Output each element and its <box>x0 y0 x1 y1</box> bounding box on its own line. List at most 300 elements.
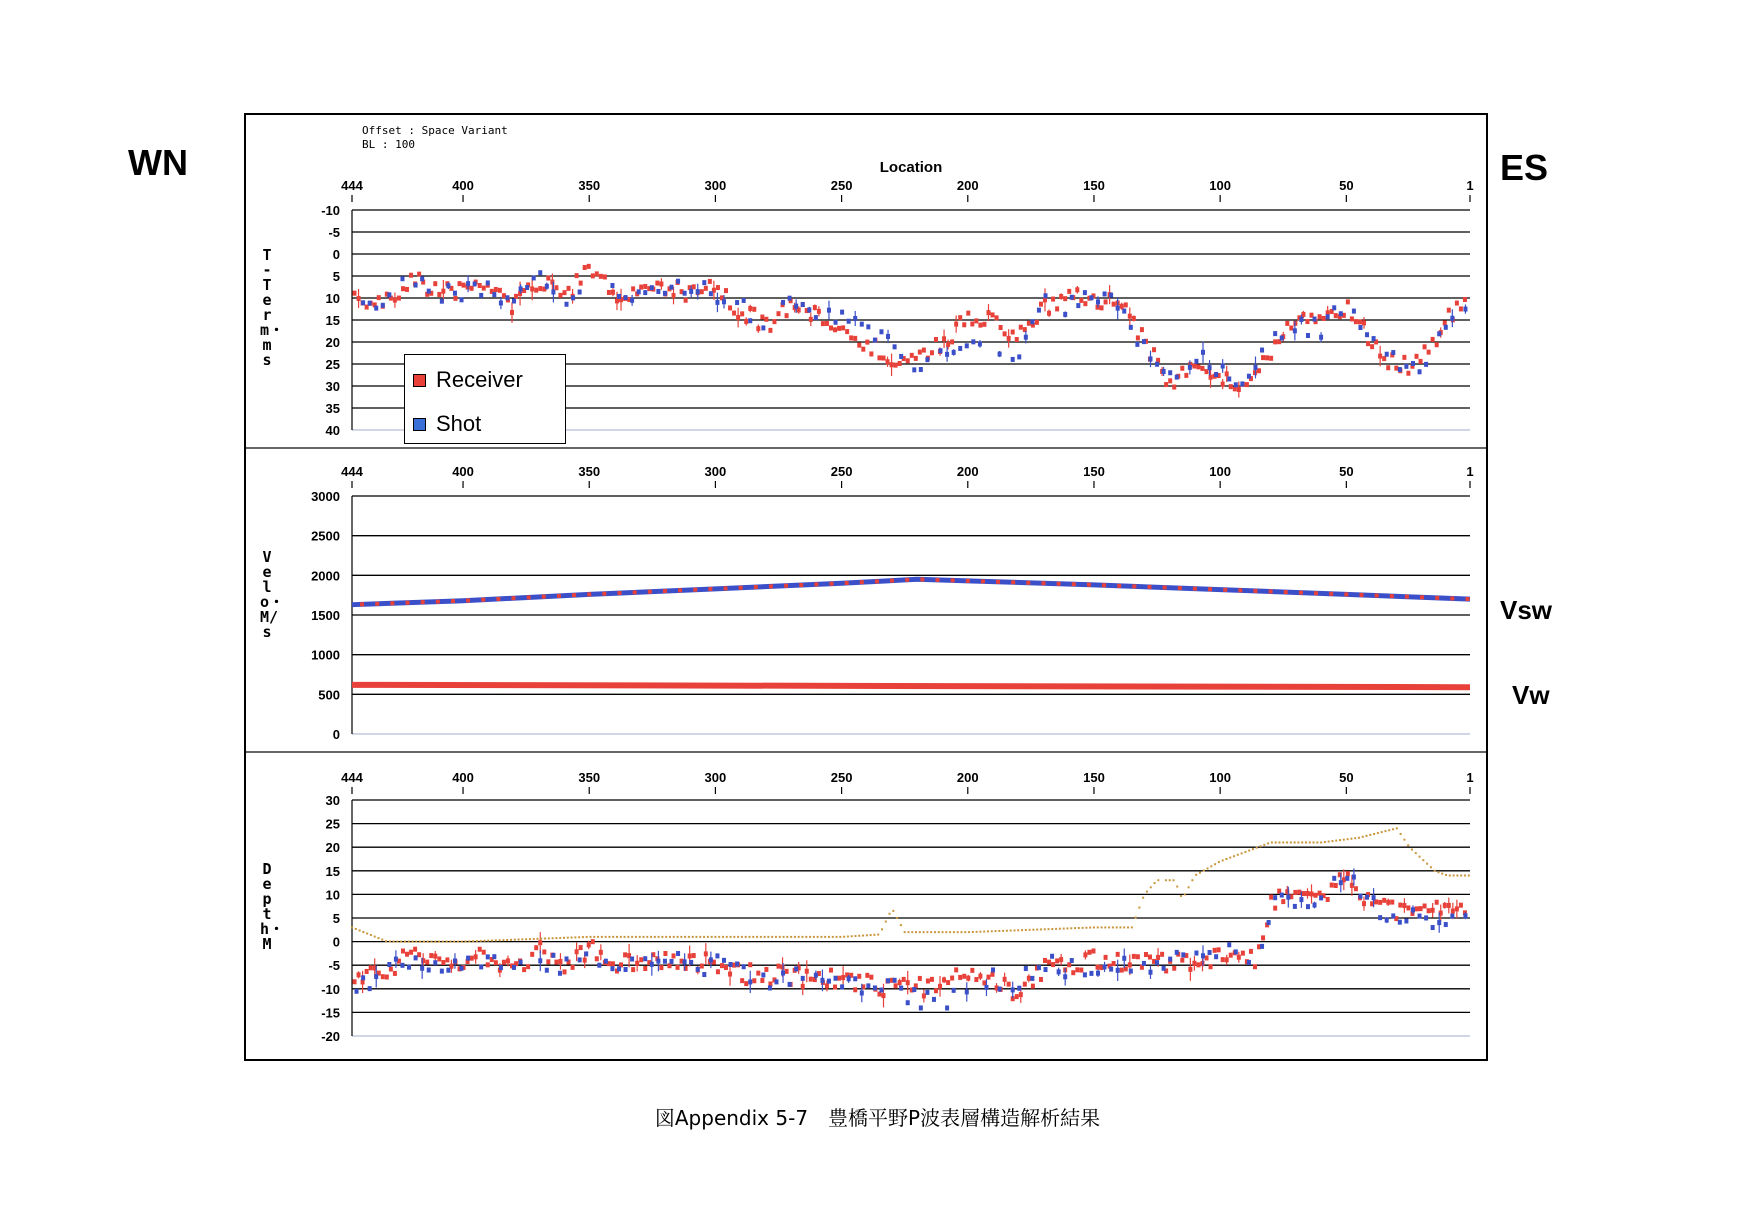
surface-point <box>1381 831 1383 833</box>
receiver-point <box>1015 337 1019 342</box>
receiver-point <box>1297 890 1301 895</box>
receiver-point <box>752 978 756 983</box>
receiver-point <box>1128 962 1132 967</box>
shot-point <box>1234 949 1238 954</box>
vsw-point <box>1450 596 1454 600</box>
receiver-point <box>1209 964 1213 969</box>
shot-point <box>1385 352 1389 357</box>
surface-point <box>1218 861 1220 863</box>
shot-point <box>1201 350 1205 355</box>
receiver-point <box>635 961 639 966</box>
shot-point <box>925 357 929 362</box>
shot-point <box>1352 309 1356 314</box>
surface-point <box>1214 863 1216 865</box>
receiver-point <box>591 939 595 944</box>
receiver-point <box>397 296 401 301</box>
receiver-point <box>986 975 990 980</box>
vsw-point <box>1329 592 1333 596</box>
receiver-point <box>974 977 978 982</box>
x-tick-1-1: 400 <box>452 178 474 193</box>
vsw-point <box>1405 595 1409 599</box>
shot-point <box>1286 895 1290 900</box>
shot-point <box>578 290 582 295</box>
surface-point <box>775 936 777 938</box>
receiver-point <box>672 953 676 958</box>
surface-point <box>1460 875 1462 877</box>
shot-point <box>735 300 739 305</box>
surface-point <box>658 936 660 938</box>
vsw-point <box>1344 592 1348 596</box>
receiver-point <box>748 306 752 311</box>
receiver-point <box>478 947 482 952</box>
receiver-point <box>1035 320 1039 325</box>
vsw-point <box>1208 587 1212 591</box>
receiver-point <box>764 967 768 972</box>
receiver-point <box>942 977 946 982</box>
surface-point <box>1169 879 1171 881</box>
receiver-point <box>894 363 898 368</box>
receiver-point <box>760 978 764 983</box>
receiver-point <box>599 274 603 279</box>
vsw-point <box>1041 581 1045 585</box>
receiver-point <box>684 298 688 303</box>
receiver-point <box>1431 908 1435 913</box>
surface-point <box>870 934 872 936</box>
receiver-point <box>1196 962 1200 967</box>
shot-point <box>1299 317 1303 322</box>
shot-point <box>820 978 824 983</box>
receiver-point <box>1273 339 1277 344</box>
surface-point <box>1331 840 1333 842</box>
receiver-point <box>1011 330 1015 335</box>
surface-point <box>1301 841 1303 843</box>
receiver-point <box>777 964 781 969</box>
surface-point <box>1449 875 1451 877</box>
shot-point <box>939 348 943 353</box>
receiver-point <box>954 322 958 327</box>
surface-point <box>1441 873 1443 875</box>
receiver-point <box>877 355 881 360</box>
surface-point <box>892 910 894 912</box>
receiver-point <box>1120 968 1124 973</box>
shot-point <box>689 289 693 294</box>
shot-point <box>355 989 359 994</box>
shot-point <box>670 959 674 964</box>
vsw-point <box>1253 589 1257 593</box>
shot-point <box>840 984 844 989</box>
receiver-point <box>704 286 708 291</box>
surface-point <box>472 940 474 942</box>
surface-point <box>1309 841 1311 843</box>
surface-point <box>589 936 591 938</box>
vsw-point <box>481 598 485 602</box>
receiver-point <box>1414 906 1418 911</box>
receiver-point <box>437 292 441 297</box>
receiver-point <box>1370 344 1374 349</box>
shot-point <box>886 334 890 339</box>
receiver-point <box>1318 314 1322 319</box>
receiver-point <box>894 983 898 988</box>
surface-point <box>1320 841 1322 843</box>
receiver-point <box>986 310 990 315</box>
receiver-point <box>974 318 978 323</box>
vsw-point <box>935 578 939 582</box>
receiver-point <box>1285 321 1289 326</box>
shot-point <box>610 966 614 971</box>
surface-point <box>1369 834 1371 836</box>
shot-point <box>952 350 956 355</box>
receiver-point <box>1172 966 1176 971</box>
shot-point <box>394 957 398 962</box>
shot-point <box>1299 897 1303 902</box>
surface-point <box>468 940 470 942</box>
receiver-point <box>1188 967 1192 972</box>
shot-swatch <box>413 418 426 431</box>
receiver-point <box>1386 900 1390 905</box>
surface-point <box>1233 855 1235 857</box>
surface-point <box>798 936 800 938</box>
receiver-point <box>1160 952 1164 957</box>
vsw-point <box>1435 596 1439 600</box>
receiver-point <box>736 315 740 320</box>
shot-point <box>663 959 667 964</box>
surface-point <box>1362 836 1364 838</box>
surface-point <box>1256 847 1258 849</box>
receiver-point <box>930 350 934 355</box>
surface-point <box>960 931 962 933</box>
shot-point <box>860 990 864 995</box>
shot-point <box>650 962 654 967</box>
receiver-point <box>506 958 510 963</box>
surface-point <box>1426 863 1428 865</box>
receiver-point <box>579 945 583 950</box>
surface-point <box>377 937 379 939</box>
surface-point <box>911 931 913 933</box>
receiver-point <box>1402 903 1406 908</box>
receiver-point <box>1326 897 1330 902</box>
shot-point <box>1089 971 1093 976</box>
vsw-point <box>739 586 743 590</box>
receiver-point <box>571 965 575 970</box>
shot-point <box>1155 960 1159 965</box>
surface-point <box>1074 927 1076 929</box>
shot-point <box>637 289 641 294</box>
surface-point <box>972 931 974 933</box>
receiver-point <box>393 298 397 303</box>
receiver-point <box>744 319 748 324</box>
receiver-point <box>575 273 579 278</box>
vsw-point <box>784 584 788 588</box>
surface-point <box>1434 870 1436 872</box>
surface-point <box>1248 850 1250 852</box>
shot-point <box>545 284 549 289</box>
shot-point <box>1463 913 1467 918</box>
shot-point <box>427 968 431 973</box>
surface-point <box>786 936 788 938</box>
receiver-point <box>954 967 958 972</box>
shot-point <box>834 320 838 325</box>
shot-point <box>1044 293 1048 298</box>
y-tick-1-2: 0 <box>332 247 340 262</box>
x-tick-3-5: 200 <box>956 770 979 785</box>
receiver-point <box>1132 954 1136 959</box>
vsw-point <box>360 602 364 606</box>
surface-point <box>953 931 955 933</box>
vsw-point <box>1117 584 1121 588</box>
vsw-point <box>769 584 773 588</box>
receiver-point <box>1314 893 1318 898</box>
receiver-point <box>829 325 833 330</box>
surface-point <box>476 940 478 942</box>
surface-point <box>495 939 497 941</box>
west-north-label: WN <box>128 142 188 183</box>
surface-point <box>957 931 959 933</box>
surface-point <box>423 941 425 943</box>
shot-point <box>446 283 450 288</box>
surface-point <box>695 936 697 938</box>
surface-point <box>400 941 402 943</box>
shot-point <box>1024 335 1028 340</box>
surface-point <box>544 938 546 940</box>
receiver-point <box>1196 364 1200 369</box>
receiver-point <box>841 975 845 980</box>
surface-point <box>1396 827 1398 829</box>
shot-point <box>433 960 437 965</box>
shot-point <box>656 959 660 964</box>
shot-point <box>1181 952 1185 957</box>
surface-point <box>684 936 686 938</box>
surface-point <box>1468 875 1470 877</box>
surface-point <box>1138 907 1140 909</box>
surface-point <box>1407 844 1409 846</box>
surface-point <box>1032 929 1034 931</box>
receiver-point <box>1354 886 1358 891</box>
receiver-point <box>1402 355 1406 360</box>
surface-point <box>843 936 845 938</box>
vsw-point <box>951 578 955 582</box>
receiver-point <box>1443 320 1447 325</box>
receiver-point <box>558 959 562 964</box>
surface-point <box>1252 848 1254 850</box>
surface-point <box>1180 895 1182 897</box>
vsw-point <box>390 601 394 605</box>
vsw-point <box>663 589 667 593</box>
surface-point <box>817 936 819 938</box>
shot-point <box>912 987 916 992</box>
receiver-point <box>583 265 587 270</box>
shot-point <box>1378 915 1382 920</box>
receiver-point <box>526 964 530 969</box>
offset-note: Offset : Space Variant <box>362 124 508 137</box>
receiver-point <box>1330 883 1334 888</box>
receiver-point <box>1229 953 1233 958</box>
shot-point <box>1463 307 1467 312</box>
surface-point <box>1464 875 1466 877</box>
surface-point <box>760 936 762 938</box>
surface-point <box>1127 926 1129 928</box>
receiver-point <box>482 950 486 955</box>
receiver-point <box>1144 952 1148 957</box>
shot-point <box>1109 967 1113 972</box>
shot-point <box>1135 342 1139 347</box>
x-tick-1-8: 50 <box>1339 178 1354 193</box>
receiver-point <box>716 969 720 974</box>
surface-point <box>521 938 523 940</box>
shot-point <box>702 972 706 977</box>
shot-point <box>538 958 542 963</box>
vsw-point <box>1163 586 1167 590</box>
shot-point <box>748 979 752 984</box>
receiver-point <box>1192 364 1196 369</box>
legend-item-shot <box>413 411 481 437</box>
vsw-point <box>406 601 410 605</box>
x-tick-1-4: 250 <box>830 178 853 193</box>
receiver-point <box>1390 900 1394 905</box>
receiver-point <box>1007 982 1011 987</box>
surface-point <box>745 936 747 938</box>
receiver-point <box>785 313 789 318</box>
surface-point <box>404 941 406 943</box>
receiver-point <box>615 298 619 303</box>
surface-point <box>1044 928 1046 930</box>
shot-point <box>1214 954 1218 959</box>
shot-point <box>617 294 621 299</box>
vsw-point <box>557 594 561 598</box>
surface-point <box>877 934 879 936</box>
receiver-point <box>1055 306 1059 311</box>
shot-point <box>1017 986 1021 991</box>
shot-point <box>604 959 608 964</box>
receiver-point <box>748 962 752 967</box>
receiver-point <box>1334 883 1338 888</box>
shot-point <box>945 1005 949 1010</box>
shot-point <box>1017 354 1021 359</box>
receiver-point <box>841 325 845 330</box>
receiver-point <box>1217 947 1221 952</box>
shot-point <box>899 354 903 359</box>
receiver-point <box>1047 960 1051 965</box>
receiver-point <box>1378 900 1382 905</box>
x-tick-2-5: 200 <box>956 464 979 479</box>
vsw-point <box>648 590 652 594</box>
vsw-point <box>1193 587 1197 591</box>
shot-point <box>788 982 792 987</box>
receiver-point <box>1164 382 1168 387</box>
shot-point <box>427 289 431 294</box>
receiver-point <box>881 356 885 361</box>
surface-point <box>813 936 815 938</box>
surface-point <box>1199 872 1201 874</box>
receiver-point <box>890 362 894 367</box>
shot-point <box>722 299 726 304</box>
surface-point <box>1104 926 1106 928</box>
shot-point <box>420 276 424 281</box>
receiver-point <box>1237 955 1241 960</box>
shot-point <box>860 322 864 327</box>
receiver-point <box>474 954 478 959</box>
receiver-point <box>1043 958 1047 963</box>
shot-point <box>400 963 404 968</box>
receiver-point <box>1293 890 1297 895</box>
y-tick-1-0: -10 <box>321 203 340 218</box>
receiver-point <box>1447 903 1451 908</box>
vsw-point <box>1269 590 1273 594</box>
shot-point <box>1168 370 1172 375</box>
surface-point <box>942 931 944 933</box>
surface-point <box>1097 926 1099 928</box>
surface-point <box>767 936 769 938</box>
receiver-point <box>587 942 591 947</box>
y-tick-2-5: 500 <box>318 687 340 703</box>
shot-point <box>1162 369 1166 374</box>
shot-point <box>551 289 555 294</box>
y-tick-3-2: 20 <box>325 840 340 856</box>
receiver-point <box>1112 302 1116 307</box>
receiver-point <box>1406 905 1410 910</box>
shot-point <box>1188 365 1192 370</box>
receiver-point <box>991 312 995 317</box>
receiver-point <box>353 291 357 296</box>
shot-point <box>630 957 634 962</box>
receiver-point <box>1156 955 1160 960</box>
panel-2 <box>352 481 1470 734</box>
surface-point <box>608 936 610 938</box>
surface-point <box>794 936 796 938</box>
depth-axis-label: Depth・M <box>260 860 285 953</box>
x-tick-2-1: 400 <box>452 464 474 479</box>
shot-point <box>473 281 477 286</box>
surface-point <box>677 936 679 938</box>
receiver-point <box>1261 935 1265 940</box>
vsw-point <box>905 578 909 582</box>
y-tick-3-3: 15 <box>325 863 340 879</box>
receiver-point <box>978 323 982 328</box>
vsw-point <box>1465 597 1469 601</box>
x-tick-2-7: 100 <box>1209 464 1232 479</box>
receiver-point <box>962 974 966 979</box>
surface-point <box>1222 859 1224 861</box>
surface-point <box>434 941 436 943</box>
receiver-point <box>692 284 696 289</box>
surface-point <box>1453 875 1455 877</box>
receiver-point <box>1241 951 1245 956</box>
receiver-point <box>829 968 833 973</box>
surface-point <box>1419 856 1421 858</box>
receiver-point <box>639 285 643 290</box>
shot-point <box>1424 362 1428 367</box>
surface-point <box>1089 927 1091 929</box>
shot-point <box>1247 374 1251 379</box>
shot-point <box>466 956 470 961</box>
surface-point <box>1422 859 1424 861</box>
surface-point <box>1135 917 1137 919</box>
surface-point <box>851 935 853 937</box>
receiver-point <box>663 951 667 956</box>
receiver-point <box>1096 965 1100 970</box>
shot-point <box>1208 365 1212 370</box>
y-tick-2-6: 0 <box>332 727 340 742</box>
shot-point <box>453 291 457 296</box>
shot-point <box>1437 331 1441 336</box>
surface-point <box>1112 926 1114 928</box>
surface-point <box>915 931 917 933</box>
receiver-point <box>1225 371 1229 376</box>
receiver-point <box>1083 952 1087 957</box>
receiver-point <box>1237 387 1241 392</box>
surface-point <box>559 937 561 939</box>
surface-point <box>1305 841 1307 843</box>
surface-point <box>741 936 743 938</box>
